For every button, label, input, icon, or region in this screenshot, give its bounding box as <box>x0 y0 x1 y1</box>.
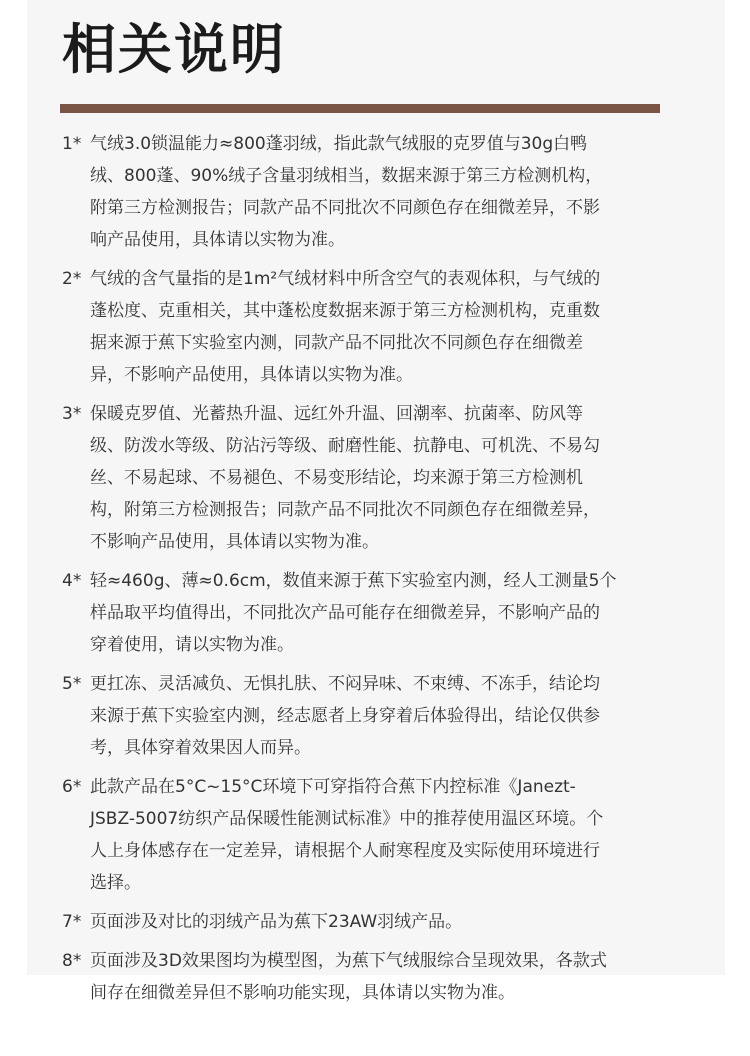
note-item-3 <box>62 398 662 558</box>
note-marker: 7* <box>62 912 82 932</box>
note-line: 选择。 <box>90 873 141 893</box>
note-text <box>90 565 662 661</box>
note-line: 级、防泼水等级、防沾污等级、耐磨性能、抗静电、可机洗、不易勾 <box>90 436 600 456</box>
note-line: 样品取平均值得出，不同批次产品可能存在细微差异，不影响产品的 <box>90 603 600 623</box>
note-line: 绒、800蓬、90%绒子含量羽绒相当，数据来源于第三方检测机构， <box>90 166 603 186</box>
notes-list <box>62 128 662 1016</box>
note-line: 异，不影响产品使用，具体请以实物为准。 <box>90 365 413 385</box>
note-item-4 <box>62 565 662 661</box>
note-line: 构，附第三方检测报告；同款产品不同批次不同颜色存在细微差异， <box>90 500 600 520</box>
note-text <box>90 945 662 1009</box>
note-item-5 <box>62 668 662 764</box>
note-item-1 <box>62 128 662 256</box>
note-line: JSBZ-5007纺织产品保暖性能测试标准》中的推荐使用温区环境。个 <box>90 809 604 829</box>
note-marker: 4* <box>62 571 82 591</box>
note-item-7 <box>62 906 662 938</box>
note-line: 来源于蕉下实验室内测，经志愿者上身穿着后体验得出，结论仅供参 <box>90 706 600 726</box>
note-text <box>90 128 662 256</box>
note-line: 轻≈460g、薄≈0.6cm，数值来源于蕉下实验室内测，经人工测量5个 <box>90 571 617 591</box>
note-item-6 <box>62 771 662 899</box>
note-line: 此款产品在5°C~15°C环境下可穿指符合蕉下内控标准《Janezt- <box>90 777 576 797</box>
note-text <box>90 263 662 391</box>
note-line: 更扛冻、灵活减负、无惧扎肤、不闷异味、不束缚、不冻手，结论均 <box>90 674 600 694</box>
note-text <box>90 668 662 764</box>
note-text <box>90 771 662 899</box>
page-title: 相关说明 <box>62 18 286 81</box>
note-marker: 8* <box>62 951 82 971</box>
note-line: 不影响产品使用，具体请以实物为准。 <box>90 532 379 552</box>
note-marker: 5* <box>62 674 82 694</box>
note-line: 据来源于蕉下实验室内测，同款产品不同批次不同颜色存在细微差 <box>90 333 583 353</box>
note-item-2 <box>62 263 662 391</box>
note-line: 保暖克罗值、光蓄热升温、远红外升温、回潮率、抗菌率、防风等 <box>90 404 583 424</box>
note-item-8 <box>62 945 662 1009</box>
note-line: 页面涉及对比的羽绒产品为蕉下23AW羽绒产品。 <box>90 912 463 932</box>
note-line: 气绒的含气量指的是1m²气绒材料中所含空气的表观体积，与气绒的 <box>90 269 601 289</box>
note-line: 响产品使用，具体请以实物为准。 <box>90 230 345 250</box>
note-line: 丝、不易起球、不易褪色、不易变形结论，均来源于第三方检测机 <box>90 468 583 488</box>
note-marker: 1* <box>62 134 82 154</box>
note-line: 附第三方检测报告；同款产品不同批次不同颜色存在细微差异，不影 <box>90 198 600 218</box>
note-marker: 2* <box>62 269 82 289</box>
note-line: 页面涉及3D效果图均为模型图，为蕉下气绒服综合呈现效果，各款式 <box>90 951 607 971</box>
note-text <box>90 398 662 558</box>
note-line: 间存在细微差异但不影响功能实现，具体请以实物为准。 <box>90 983 515 1003</box>
note-line: 考，具体穿着效果因人而异。 <box>90 738 311 758</box>
note-line: 蓬松度、克重相关，其中蓬松度数据来源于第三方检测机构，克重数 <box>90 301 600 321</box>
title-divider <box>60 104 660 113</box>
note-line: 穿着使用，请以实物为准。 <box>90 635 294 655</box>
note-text <box>90 906 662 938</box>
note-marker: 3* <box>62 404 82 424</box>
note-line: 气绒3.0锁温能力≈800蓬羽绒，指此款气绒服的克罗值与30g白鸭 <box>90 134 588 154</box>
note-marker: 6* <box>62 777 82 797</box>
note-line: 人上身体感存在一定差异，请根据个人耐寒程度及实际使用环境进行 <box>90 841 600 861</box>
